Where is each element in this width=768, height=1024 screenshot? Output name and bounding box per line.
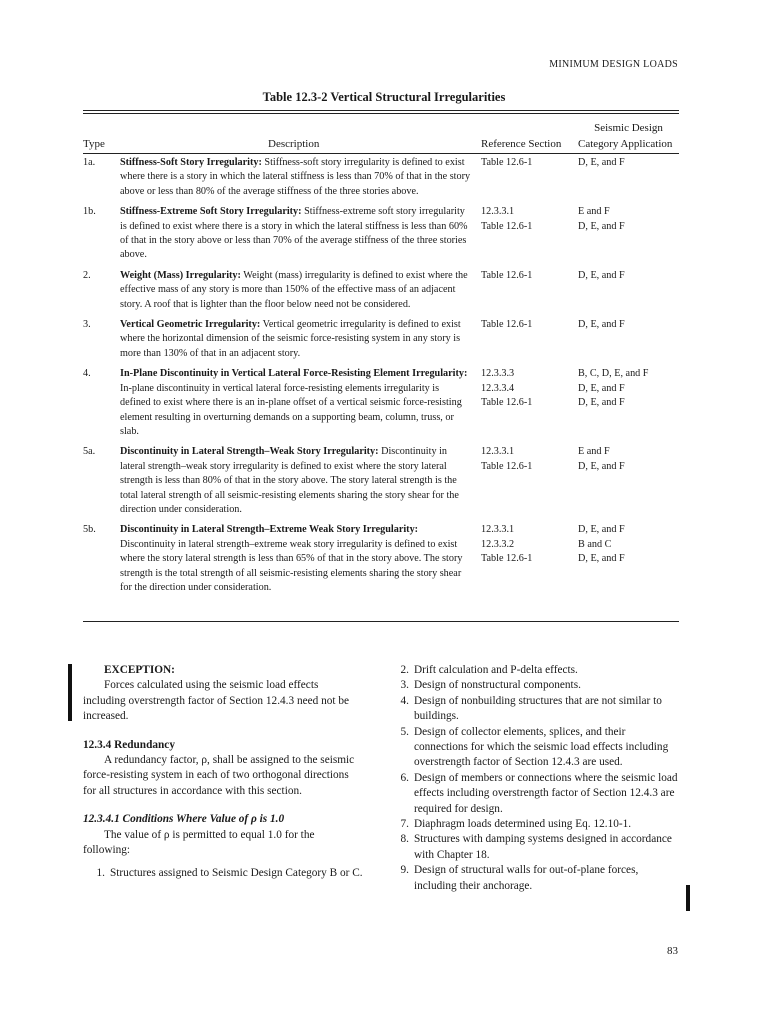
reference-entry: Table 12.6-1 bbox=[481, 220, 533, 232]
reference-entry: 12.3.3.4 bbox=[481, 382, 515, 394]
row-description bbox=[120, 523, 472, 595]
table-header bbox=[83, 121, 679, 153]
row-reference bbox=[481, 156, 571, 170]
table-row bbox=[83, 523, 679, 595]
list-number: 4. bbox=[400, 694, 409, 707]
reference-entry: 12.3.3.2 bbox=[481, 538, 515, 550]
category-entry: D, E, and F bbox=[578, 157, 625, 168]
row-title: Stiffness-Soft Story Irregularity: bbox=[120, 157, 262, 168]
table-top-rule bbox=[83, 110, 679, 111]
table-bottom-rule bbox=[83, 621, 679, 622]
row-text: Stiffness-soft story irregularity is defined to exist where there is a story in which the lateral stiffness is less than 70% of that in the story above or less than 80% of the average stiffness of the three stories above. bbox=[120, 157, 471, 197]
list-item bbox=[387, 771, 682, 817]
list-number: 3. bbox=[400, 679, 409, 692]
category-entry: E and F bbox=[578, 446, 610, 458]
table-top-rule-double bbox=[83, 113, 679, 114]
category-entry: B and C bbox=[578, 538, 612, 550]
row-text: Vertical geometric irregularity is defined to exist where the horizontal dimension of the seismic force-resisting system in any story is more than 130% of that in an adjacent story. bbox=[120, 319, 461, 359]
row-type: 1a. bbox=[83, 157, 96, 168]
category-entry: D, E, and F bbox=[578, 553, 625, 565]
list-text: Drift calculation and P-delta effects. bbox=[414, 664, 578, 676]
header-category-line1: Seismic Design bbox=[594, 122, 663, 134]
category-entry: D, E, and F bbox=[578, 397, 625, 409]
list-number: 5. bbox=[400, 725, 409, 738]
table-row bbox=[83, 367, 679, 439]
list-item bbox=[387, 678, 682, 693]
list-text: Structures with damping systems designed in accordance with Chapter 18. bbox=[414, 833, 672, 861]
right-column bbox=[387, 663, 682, 894]
section-text: A redundancy factor, ρ, shall be assigned to the seismic force-resisting system in each of two orthogonal directions for all structures in accordance with this section. bbox=[83, 754, 355, 797]
row-text: Weight (mass) irregularity is defined to exist where the effective mass of any story is more than 150% of the effective mass of an adjacent story. A roof that is lighter than the floor below need not be considered. bbox=[120, 269, 468, 310]
table-body bbox=[83, 156, 679, 601]
table-header-rule bbox=[83, 153, 679, 154]
list-number: 6. bbox=[400, 771, 409, 784]
row-category bbox=[578, 445, 679, 474]
category-entry: B, C, D, E, and F bbox=[578, 368, 649, 380]
header-reference: Reference Section bbox=[481, 138, 562, 150]
table-row bbox=[83, 445, 679, 517]
row-text: Stiffness-extreme soft story irregularity is defined to exist where there is a story in which the lateral stiffness is less than 60% of that in the story above or less than 70% of the average stiffness of the three stories above. bbox=[120, 206, 468, 261]
row-text: Discontinuity in lateral strength–weak story irregularity is defined to exist where the story lateral strength is less than 80% of that in the story above. The story lateral strength is the total lateral strength of all seismic-resisting elements sharing the story shear for the direction under consideration. bbox=[120, 446, 459, 515]
list-text: Design of nonbuilding structures that are not similar to buildings. bbox=[414, 694, 662, 723]
list-text: Structures assigned to Seismic Design Category B or C. bbox=[110, 867, 363, 880]
category-entry: D, E, and F bbox=[578, 382, 625, 394]
reference-entry: Table 12.6-1 bbox=[481, 553, 533, 565]
row-title: Weight (Mass) Irregularity: bbox=[120, 269, 241, 281]
header-category-line2: Category Application bbox=[578, 138, 673, 150]
row-reference bbox=[481, 205, 571, 234]
running-header: MINIMUM DESIGN LOADS bbox=[549, 59, 678, 70]
row-category bbox=[578, 205, 679, 234]
list-number: 1. bbox=[96, 867, 105, 880]
list-number: 9. bbox=[400, 864, 409, 877]
header-type: Type bbox=[83, 138, 105, 150]
row-type: 5a. bbox=[83, 446, 96, 458]
row-title: Stiffness-Extreme Soft Story Irregularity: bbox=[120, 206, 302, 218]
reference-entry: Table 12.6-1 bbox=[481, 269, 533, 281]
list-item bbox=[387, 694, 682, 725]
category-entry: D, E, and F bbox=[578, 269, 625, 281]
list-text: Design of members or connections where the seismic load effects including overstrength factor of Section 12.4.3 are required for design. bbox=[414, 771, 678, 815]
row-reference bbox=[481, 367, 571, 410]
category-entry: E and F bbox=[578, 206, 610, 218]
list-text: Design of nonstructural components. bbox=[414, 679, 581, 692]
list-item bbox=[387, 725, 682, 771]
row-title: Vertical Geometric Irregularity: bbox=[120, 319, 261, 331]
row-description bbox=[120, 367, 472, 439]
list-item bbox=[387, 817, 682, 832]
row-title: Discontinuity in Lateral Strength–Extreme Weak Story Irregularity: bbox=[120, 524, 419, 536]
row-description bbox=[120, 269, 472, 312]
page-number: 83 bbox=[667, 945, 678, 957]
list-item bbox=[387, 832, 682, 863]
reference-entry: Table 12.6-1 bbox=[481, 319, 533, 331]
table-row bbox=[83, 156, 679, 199]
reference-entry: 12.3.3.1 bbox=[481, 446, 515, 458]
row-category bbox=[578, 523, 679, 566]
table-row bbox=[83, 318, 679, 361]
reference-entry: 12.3.3.3 bbox=[481, 368, 515, 380]
exception-title: EXCEPTION: bbox=[104, 664, 175, 676]
row-description bbox=[120, 445, 472, 517]
header-description: Description bbox=[268, 138, 320, 150]
list-text: Design of structural walls for out-of-plane forces, including their anchorage. bbox=[414, 864, 639, 892]
reference-entry: 12.3.3.1 bbox=[481, 524, 515, 536]
row-type: 3. bbox=[83, 319, 91, 331]
list-item bbox=[387, 863, 682, 894]
list-number: 8. bbox=[400, 833, 409, 846]
row-type: 2. bbox=[83, 269, 91, 281]
subsection-text: The value of ρ is permitted to equal 1.0 for the following: bbox=[83, 828, 315, 857]
row-description bbox=[120, 156, 472, 199]
reference-entry: 12.3.3.1 bbox=[481, 206, 515, 218]
list-item bbox=[83, 866, 363, 881]
reference-entry: Table 12.6-1 bbox=[481, 157, 533, 168]
category-entry: D, E, and F bbox=[578, 319, 625, 331]
change-bar-right bbox=[686, 885, 690, 911]
row-category bbox=[578, 367, 679, 410]
exception-text: Forces calculated using the seismic load effects including overstrength factor of Section 12.4.3 need not be increased. bbox=[83, 679, 350, 723]
row-type: 1b. bbox=[83, 206, 96, 218]
left-column bbox=[83, 663, 363, 882]
list-number: 2. bbox=[400, 664, 409, 676]
row-reference bbox=[481, 523, 571, 566]
reference-entry: Table 12.6-1 bbox=[481, 397, 533, 409]
row-reference bbox=[481, 269, 571, 283]
table-row bbox=[83, 269, 679, 312]
category-entry: D, E, and F bbox=[578, 220, 625, 232]
list-number: 7. bbox=[400, 818, 409, 831]
list-item bbox=[387, 663, 682, 678]
row-text: In-plane discontinuity in vertical lateral force-resisting elements irregularity is defined to exist where there is an in-plane offset of a vertical seismic force-resisting element resulting in overturning demands on a supporting beam, column, truss, or slab. bbox=[120, 382, 462, 437]
row-type: 4. bbox=[83, 368, 91, 380]
row-title: Discontinuity in Lateral Strength–Weak Story Irregularity: bbox=[120, 446, 379, 458]
category-entry: D, E, and F bbox=[578, 524, 625, 536]
category-entry: D, E, and F bbox=[578, 460, 625, 472]
change-bar-left bbox=[68, 664, 72, 721]
subsection-heading: 12.3.4.1 Conditions Where Value of ρ is 1.0 bbox=[83, 813, 285, 826]
row-reference bbox=[481, 445, 571, 474]
row-title: In-Plane Discontinuity in Vertical Lateral Force-Resisting Element Irregularity: bbox=[120, 368, 468, 380]
list-text: Design of collector elements, splices, and their connections for which the seismic load effects including overstrength factor of Section 12.4.3 are used. bbox=[414, 725, 669, 769]
reference-entry: Table 12.6-1 bbox=[481, 460, 533, 472]
list-text: Diaphragm loads determined using Eq. 12.10-1. bbox=[414, 818, 632, 831]
row-category bbox=[578, 156, 679, 170]
row-text: Discontinuity in lateral strength–extreme weak story irregularity is defined to exist where the story lateral strength is less than 65% of that in the story above. The story strength is the total strength of all seismic-resisting elements sharing the story shear for the direction under consideration. bbox=[120, 538, 463, 593]
row-description bbox=[120, 318, 472, 361]
row-description bbox=[120, 205, 472, 263]
row-type: 5b. bbox=[83, 524, 96, 536]
row-reference bbox=[481, 318, 571, 332]
row-category bbox=[578, 269, 679, 283]
left-list bbox=[83, 866, 363, 881]
table-title: Table 12.3-2 Vertical Structural Irregularities bbox=[262, 90, 506, 104]
row-category bbox=[578, 318, 679, 332]
table-row bbox=[83, 205, 679, 263]
section-heading: 12.3.4 Redundancy bbox=[83, 738, 175, 751]
